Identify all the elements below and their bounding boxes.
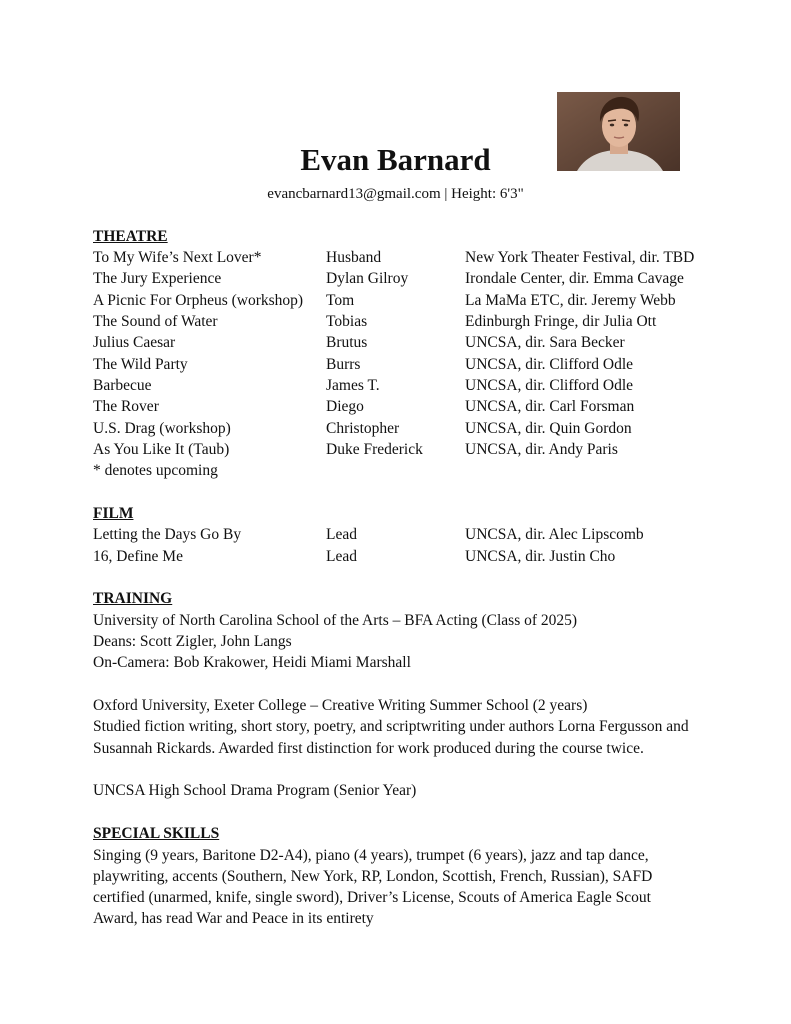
role: Dylan Gilroy: [326, 270, 409, 287]
section-title-theatre: THEATRE: [93, 228, 168, 245]
training-line: On-Camera: Bob Krakower, Heidi Miami Marshall: [93, 654, 411, 671]
theatre-row: [0, 418, 791, 439]
show-title: The Sound of Water: [93, 313, 218, 330]
theatre-row: [0, 396, 791, 417]
venue-director: Edinburgh Fringe, dir Julia Ott: [465, 313, 657, 330]
venue-director: UNCSA, dir. Sara Becker: [465, 334, 625, 351]
venue-director: UNCSA, dir. Quin Gordon: [465, 420, 632, 437]
training-line: Susannah Rickards. Awarded first distinction for work produced during the course twice.: [93, 740, 644, 757]
show-title: Julius Caesar: [93, 334, 176, 351]
role: Husband: [326, 249, 382, 266]
venue-director: UNCSA, dir. Clifford Odle: [465, 356, 634, 373]
role: Burrs: [326, 356, 361, 373]
show-title: The Wild Party: [93, 356, 188, 373]
venue-director: UNCSA, dir. Clifford Odle: [465, 377, 634, 394]
show-title: To My Wife’s Next Lover*: [93, 249, 262, 266]
role: Lead: [326, 548, 357, 565]
skills-line: certified (unarmed, knife, single sword), Driver’s License, Scouts of America Eagle Scout: [93, 889, 651, 906]
training-line: Studied fiction writing, short story, poetry, and scriptwriting under authors Lorna Fergusson and: [93, 718, 689, 735]
show-title: Letting the Days Go By: [93, 526, 242, 543]
role: Tom: [326, 292, 355, 309]
training-line: UNCSA High School Drama Program (Senior Year): [93, 782, 417, 799]
role: Tobias: [326, 313, 368, 330]
theatre-row: [0, 375, 791, 396]
theatre-row: [0, 247, 791, 268]
theatre-row: [0, 290, 791, 311]
training-line: Oxford University, Exeter College – Creative Writing Summer School (2 years): [93, 697, 588, 714]
venue-director: UNCSA, dir. Justin Cho: [465, 548, 616, 565]
film-row: [0, 524, 791, 545]
show-title: The Rover: [93, 398, 159, 415]
show-title: Barbecue: [93, 377, 152, 394]
candidate-name: Evan Barnard: [300, 142, 491, 177]
venue-director: UNCSA, dir. Alec Lipscomb: [465, 526, 644, 543]
theatre-row: [0, 268, 791, 289]
theatre-row: [0, 439, 791, 460]
show-title: As You Like It (Taub): [93, 441, 230, 458]
theatre-row: [0, 332, 791, 353]
upcoming-footnote: * denotes upcoming: [93, 462, 218, 479]
role: Christopher: [326, 420, 400, 437]
training-line: Deans: Scott Zigler, John Langs: [93, 633, 292, 650]
role: Lead: [326, 526, 357, 543]
venue-director: Irondale Center, dir. Emma Cavage: [465, 270, 684, 287]
theatre-row: [0, 354, 791, 375]
show-title: U.S. Drag (workshop): [93, 420, 231, 437]
training-line: University of North Carolina School of the Arts – BFA Acting (Class of 2025): [93, 612, 578, 629]
section-title-special-skills: SPECIAL SKILLS: [93, 825, 220, 842]
skills-line: Award, has read War and Peace in its entirety: [93, 910, 374, 927]
show-title: A Picnic For Orpheus (workshop): [93, 292, 304, 309]
film-row: [0, 546, 791, 567]
show-title: 16, Define Me: [93, 548, 183, 565]
role: Diego: [326, 398, 364, 415]
section-title-training: TRAINING: [93, 590, 173, 607]
venue-director: UNCSA, dir. Carl Forsman: [465, 398, 635, 415]
role: Brutus: [326, 334, 368, 351]
theatre-row: [0, 311, 791, 332]
show-title: The Jury Experience: [93, 270, 222, 287]
contact-line: evancbarnard13@gmail.com | Height: 6'3": [267, 186, 524, 202]
venue-director: UNCSA, dir. Andy Paris: [465, 441, 618, 458]
role: Duke Frederick: [326, 441, 423, 458]
venue-director: La MaMa ETC, dir. Jeremy Webb: [465, 292, 676, 309]
skills-line: Singing (9 years, Baritone D2-A4), piano (4 years), trumpet (6 years), jazz and tap dance,: [93, 847, 649, 864]
section-title-film: FILM: [93, 505, 134, 522]
venue-director: New York Theater Festival, dir. TBD: [465, 249, 695, 266]
skills-line: playwriting, accents (Southern, New York, RP, London, Scottish, French, Russian), SAFD: [93, 868, 653, 885]
role: James T.: [326, 377, 380, 394]
